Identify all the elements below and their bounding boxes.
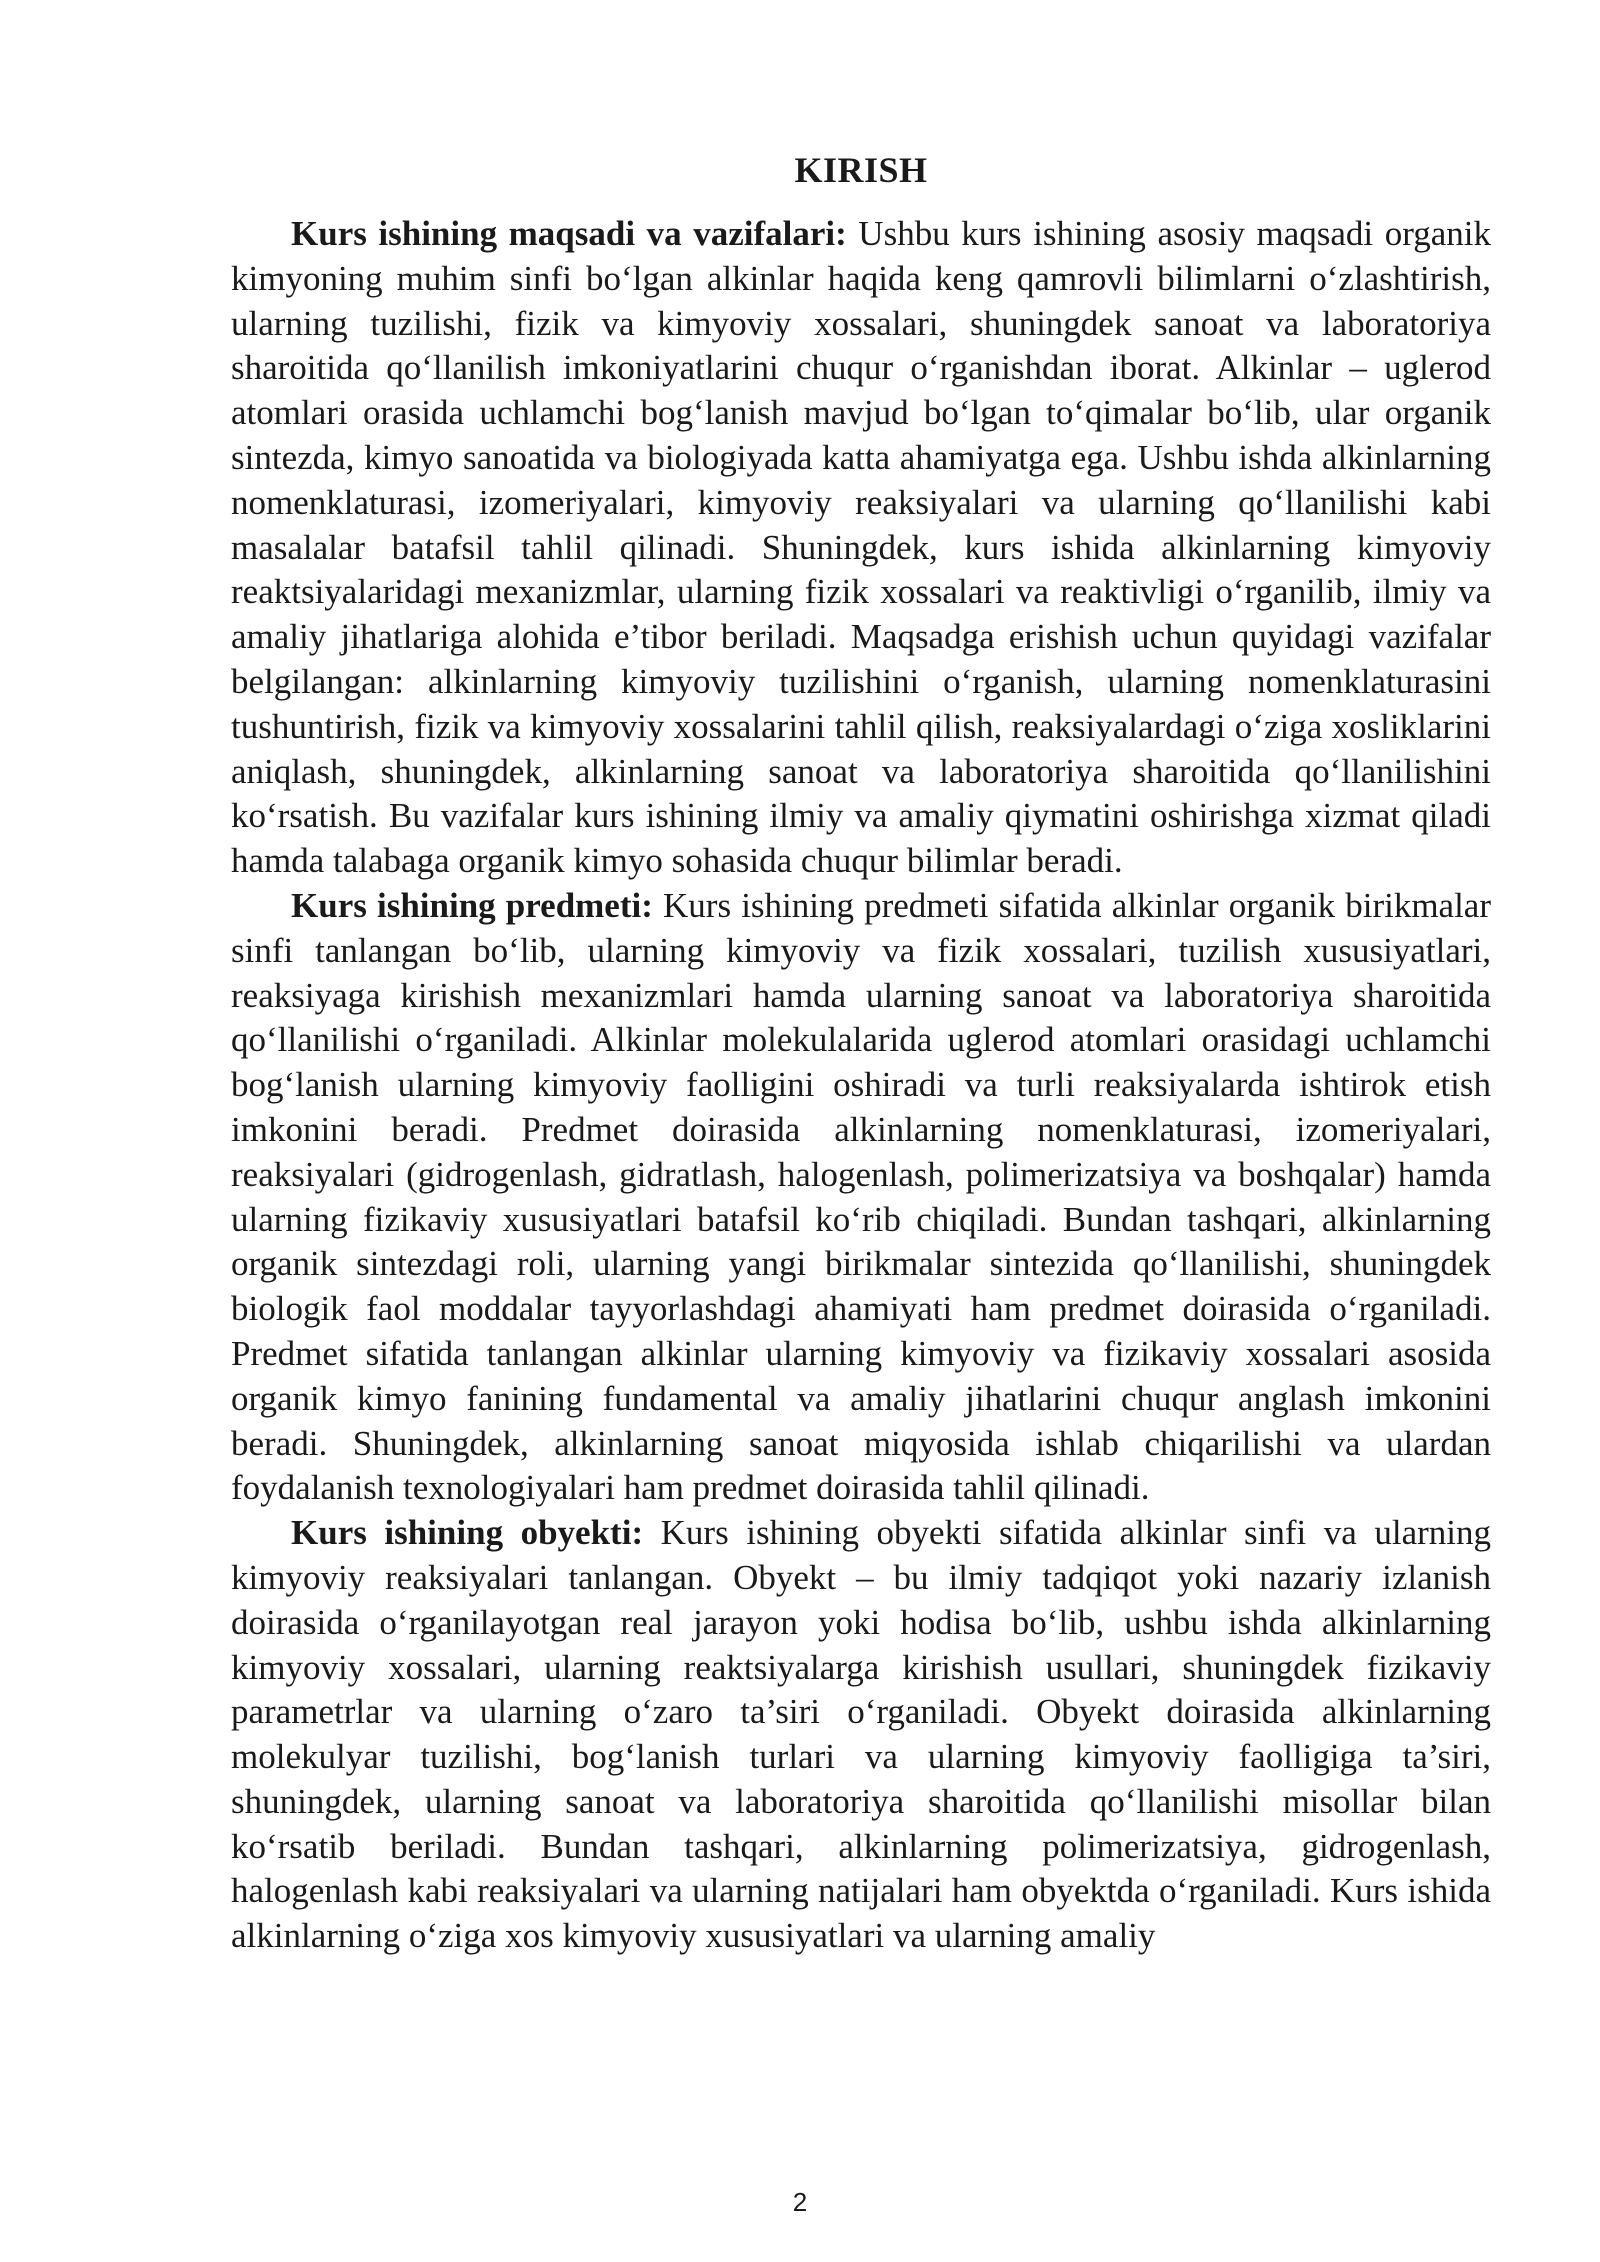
paragraph-object-heading: Kurs ishining obyekti: <box>291 1513 644 1553</box>
page-number: 2 <box>792 2187 808 2217</box>
paragraph-goals-heading: Kurs ishining maqsadi va vazifalari: <box>291 214 847 253</box>
page-title: KIRISH <box>794 150 928 190</box>
paragraph-goals <box>231 212 1491 884</box>
paragraph-object-text: Kurs ishining obyekti sifatida alkinlar sinfi va ularning kimyoviy reaksiyalari tanlangan. Obyekt – bu ilmiy tadqiqot yoki nazariy izlanish doirasida o‘rganilayotgan real jarayon yoki hodisa bo‘lib, ushbu ishda alkinlarning kimyoviy xossalari, ularning reaktsiyalarga kirishish usullari, shuningdek fizikaviy parametrlar va ularning o‘zaro ta’siri o‘rganiladi. Obyekt doirasida alkinlarning molekulyar tuzilishi, bog‘lanish turlari va ularning kimyoviy faolligiga ta’siri, shuningdek, ularning sanoat va laboratoriya sharoitida qo‘llanilishi misollar bilan ko‘rsatib beriladi. Bundan tashqari, alkinlarning polimerizatsiya, gidrogenlash, halogenlash kabi reaksiyalari va ularning natijalari ham obyektda o‘rganiladi. Kurs ishida alkinlarning o‘ziga xos kimyoviy xususiyatlari va ularning amaliy <box>231 1513 1491 1956</box>
paragraph-subject <box>231 884 1491 1511</box>
paragraph-subject-heading: Kurs ishining predmeti: <box>291 885 653 925</box>
page-content <box>231 150 1491 1959</box>
paragraph-object <box>231 1511 1491 1959</box>
paragraph-subject-text: Kurs ishining predmeti sifatida alkinlar organik birikmalar sinfi tanlangan bo‘lib, ularning kimyoviy va fizik xossalari, tuzilish xususiyatlari, reaksiyaga kirishish mexanizmlari hamda ularning sanoat va laboratoriya sharoitida qo‘llanilishi o‘rganiladi. Alkinlar molekulalarida uglerod atomlari orasidagi uchlamchi bog‘lanish ularning kimyoviy faolligini oshiradi va turli reaksiyalarda ishtirok etish imkonini beradi. Predmet doirasida alkinlarning nomenklaturasi, izomeriyalari, reaksiyalari (gidrogenlash, gidratlash, halogenlash, polimerizatsiya va boshqalar) hamda ularning fizikaviy xususiyatlari batafsil ko‘rib chiqiladi. Bundan tashqari, alkinlarning organik sintezdagi roli, ularning yangi birikmalar sintezida qo‘llanilishi, shuningdek biologik faol moddalar tayyorlashdagi ahamiyati ham predmet doirasida o‘rganiladi. Predmet sifatida tanlangan alkinlar ularning kimyoviy va fizikaviy xossalari asosida organik kimyo fanining fundamental va amaliy jihatlarini chuqur anglash imkonini beradi. Shuningdek, alkinlarning sanoat miqyosida ishlab chiqarilishi va ulardan foydalanish texnologiyalari ham predmet doirasida tahlil qilinadi. <box>231 885 1491 1508</box>
paragraph-goals-text: Ushbu kurs ishining asosiy maqsadi organik kimyoning muhim sinfi bo‘lgan alkinlar haqida keng qamrovli bilimlarni o‘zlashtirish, ularning tuzilishi, fizik va kimyoviy xossalari, shuningdek sanoat va laboratoriya sharoitida qo‘llanilish imkoniyatlarini chuqur o‘rganishdan iborat. Alkinlar – uglerod atomlari orasida uchlamchi bog‘lanish mavjud bo‘lgan to‘qimalar bo‘lib, ular organik sintezda, kimyo sanoatida va biologiyada katta ahamiyatga ega. Ushbu ishda alkinlarning nomenklaturasi, izomeriyalari, kimyoviy reaksiyalari va ularning qo‘llanilishi kabi masalalar batafsil tahlil qilinadi. Shuningdek, kurs ishida alkinlarning kimyoviy reaktsiyalaridagi mexanizmlar, ularning fizik xossalari va reaktivligi o‘rganilib, ilmiy va amaliy jihatlariga alohida e’tibor beriladi. Maqsadga erishish uchun quyidagi vazifalar belgilangan: alkinlarning kimyoviy tuzilishini o‘rganish, ularning nomenklaturasini tushuntirish, fizik va kimyoviy xossalarini tahlil qilish, reaksiyalardagi o‘ziga xosliklarini aniqlash, shuningdek, alkinlarning sanoat va laboratoriya sharoitida qo‘llanilishini ko‘rsatish. Bu vazifalar kurs ishining ilmiy va amaliy qiymatini oshirishga xizmat qiladi hamda talabaga organik kimyo sohasida chuqur bilimlar beradi. <box>231 214 1491 881</box>
